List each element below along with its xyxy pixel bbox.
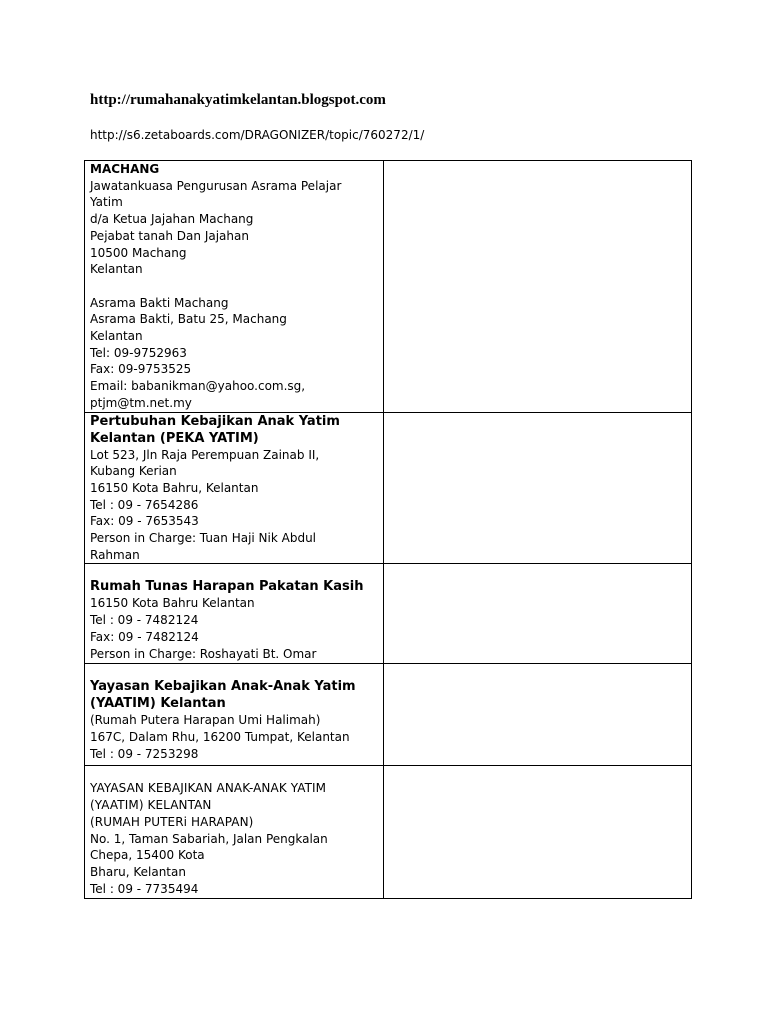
table-row xyxy=(85,766,692,899)
entry-line: Person in Charge: Roshayati Bt. Omar xyxy=(90,646,317,661)
entry-line: Pejabat tanah Dan Jajahan xyxy=(90,228,249,243)
entry-line: d/a Ketua Jajahan Machang xyxy=(90,212,254,227)
entry-line: 16150 Kota Bahru, Kelantan xyxy=(90,480,259,495)
entry-fax: Fax: 09 - 7482124 xyxy=(90,629,199,644)
empty-cell xyxy=(384,664,692,766)
entry-fax: Fax: 09-9753525 xyxy=(90,362,192,377)
entry-line: Jawatankuasa Pengurusan Asrama Pelajar xyxy=(90,178,342,193)
entry-line: Asrama Bakti Machang xyxy=(90,295,229,310)
entry-email: Email: babanikman@yahoo.com.sg, xyxy=(90,379,306,394)
entry-line: 10500 Machang xyxy=(90,245,187,260)
entry-phone: Tel: 09-9752963 xyxy=(90,345,187,360)
blog-url[interactable]: http://rumahanakyatimkelantan.blogspot.com xyxy=(90,92,386,108)
entry-line: Yatim xyxy=(90,195,123,210)
empty-cell xyxy=(384,766,692,899)
empty-cell xyxy=(384,564,692,664)
entry-blank-line xyxy=(90,766,383,780)
entry-peka-yatim xyxy=(85,412,384,564)
entry-line: Asrama Bakti, Batu 25, Machang xyxy=(90,312,287,327)
entry-rumah-tunas-harapan xyxy=(85,564,384,664)
entry-yaatim-umi-halimah xyxy=(85,664,384,766)
table-row xyxy=(85,564,692,664)
entry-line: Rahman xyxy=(90,547,140,562)
entry-line: Person in Charge: Tuan Haji Nik Abdul xyxy=(90,531,317,546)
table-row xyxy=(85,161,692,413)
entry-heading: Yayasan Kebajikan Anak-Anak Yatim xyxy=(90,679,356,695)
entry-line: (Rumah Putera Harapan Umi Halimah) xyxy=(90,713,321,728)
table-row xyxy=(85,412,692,564)
entry-line: Kelantan xyxy=(90,262,143,277)
entry-phone: Tel : 09 - 7654286 xyxy=(90,497,199,512)
entry-machang xyxy=(85,161,384,413)
entry-heading: Kelantan (PEKA YATIM) xyxy=(90,430,259,446)
entry-line: Kubang Kerian xyxy=(90,464,177,479)
entry-phone: Tel : 09 - 7735494 xyxy=(90,881,199,896)
entry-blank-line xyxy=(90,564,383,578)
entry-email: ptjm@tm.net.my xyxy=(90,395,192,410)
entry-yaatim-puteri-harapan xyxy=(85,766,384,899)
empty-cell xyxy=(384,161,692,413)
entry-line: Lot 523, Jln Raja Perempuan Zainab II, xyxy=(90,447,320,462)
entry-heading: Rumah Tunas Harapan Pakatan Kasih xyxy=(90,579,364,595)
forum-url[interactable]: http://s6.zetaboards.com/DRAGONIZER/topic/760272/1/ xyxy=(90,128,425,142)
entry-phone: Tel : 09 - 7253298 xyxy=(90,746,199,761)
orphanage-table xyxy=(84,160,692,899)
entry-line: (RUMAH PUTERi HARAPAN) xyxy=(90,814,254,829)
empty-cell xyxy=(384,412,692,564)
entry-phone: Tel : 09 - 7482124 xyxy=(90,613,199,628)
entry-heading: Pertubuhan Kebajikan Anak Yatim xyxy=(90,413,340,429)
entry-heading: (YAATIM) Kelantan xyxy=(90,696,226,712)
entry-blank-line xyxy=(90,664,383,678)
entry-heading: MACHANG xyxy=(90,162,160,176)
entry-line: YAYASAN KEBAJIKAN ANAK-ANAK YATIM xyxy=(90,781,327,796)
entry-line: (YAATIM) KELANTAN xyxy=(90,798,212,813)
entry-fax: Fax: 09 - 7653543 xyxy=(90,514,199,529)
entry-line: No. 1, Taman Sabariah, Jalan Pengkalan xyxy=(90,831,328,846)
table-row xyxy=(85,664,692,766)
entry-line: Bharu, Kelantan xyxy=(90,864,186,879)
entry-line: 16150 Kota Bahru Kelantan xyxy=(90,596,255,611)
entry-line: 167C, Dalam Rhu, 16200 Tumpat, Kelantan xyxy=(90,730,350,745)
entry-blank-line xyxy=(90,278,383,295)
entry-line: Kelantan xyxy=(90,329,143,344)
entry-line: Chepa, 15400 Kota xyxy=(90,848,205,863)
